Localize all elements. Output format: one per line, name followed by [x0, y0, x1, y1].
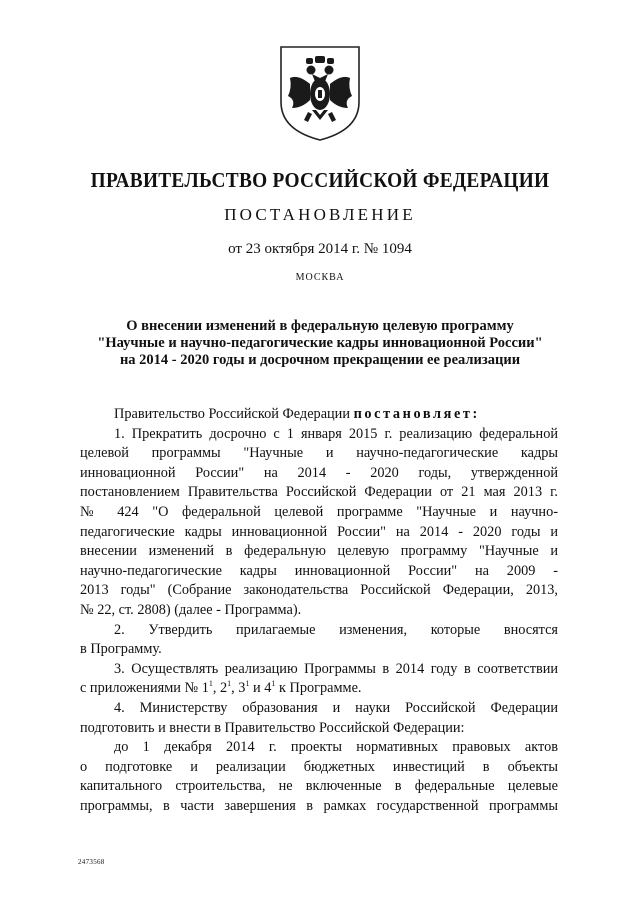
document-date-number: от 23 октября 2014 г. № 1094 — [228, 241, 412, 257]
government-name: ПРАВИТЕЛЬСТВО РОССИЙСКОЙ ФЕДЕРАЦИИ — [90, 168, 550, 192]
text-line: 2013 годы" (Собрание законодательства Российской Федерации, 2013, — [80, 582, 558, 599]
text-line: инновационной России" на 2014 - 2020 годы, утвержденной — [80, 464, 558, 481]
text-line: о подготовке и реализации бюджетных инвестиций в объекты — [80, 758, 558, 775]
superscript-mark: 1 — [227, 679, 232, 689]
text-line: капитального строительства, не включенные в федеральные целевые — [80, 778, 558, 795]
text-line: 3. Осуществлять реализацию Программы в 2014 году в соответствии — [114, 660, 558, 677]
text-line: 1. Прекратить досрочно с 1 января 2015 г. реализацию федеральной — [114, 425, 558, 442]
document-heading — [60, 318, 580, 369]
text-line: постановлением Правительства Российской Федерации от 21 мая 2013 г. — [80, 484, 558, 501]
text-span: к Программе. — [275, 680, 362, 697]
footer-code: 2473568 — [78, 858, 105, 866]
superscript-mark: 1 — [271, 679, 276, 689]
text-line: до 1 декабря 2014 г. проекты нормативных правовых актов — [114, 739, 558, 756]
superscript-mark: 1 — [208, 679, 213, 689]
text-line: педагогические кадры инновационной России" на 2014 - 2020 годы и — [80, 523, 558, 540]
text-line: целевой программы "Научные и научно-педагогические кадры — [80, 445, 558, 462]
text-span: , 3 — [231, 680, 246, 697]
text-line: программы, в части завершения в рамках государственной программы — [80, 797, 558, 814]
text-line: 4. Министерству образования и науки Российской Федерации — [114, 699, 558, 716]
document-city: МОСКВА — [295, 272, 345, 283]
document-type: ПОСТАНОВЛЕНИЕ — [224, 205, 416, 224]
text-line: № 22, ст. 2808) (далее - Программа). — [80, 601, 302, 618]
text-line: внесении изменений в федеральную целевую программу "Научные и — [80, 543, 558, 560]
superscript-mark: 1 — [245, 679, 250, 689]
text-line — [80, 679, 558, 699]
intro-text: Правительство Российской Федерации — [114, 406, 350, 422]
text-span: с приложениями № 1 — [80, 680, 209, 697]
intro-verb: постановляет: — [353, 406, 480, 422]
text-span: , 2 — [212, 680, 228, 697]
text-line: в Программу. — [80, 641, 162, 658]
text-line: научно-педагогические кадры инновационной России" на 2009 - — [80, 562, 558, 579]
text-line: 2. Утвердить прилагаемые изменения, которые вносятся — [114, 621, 558, 638]
document-body — [80, 405, 558, 816]
text-line: подготовить и внести в Правительство Российской Федерации: — [80, 719, 465, 736]
heading-line: "Научные и научно-педагогические кадры инновационной России" — [97, 335, 543, 351]
paragraph-intro — [80, 405, 558, 425]
text-line: № 424 "О федеральной целевой программе "Научные и научно- — [80, 503, 558, 520]
heading-line: на 2014 - 2020 годы и досрочном прекращении ее реализации — [119, 352, 521, 368]
text-span: и 4 — [249, 680, 272, 697]
heading-line: О внесении изменений в федеральную целевую программу — [126, 318, 514, 334]
coat-of-arms-emblem — [278, 44, 362, 142]
